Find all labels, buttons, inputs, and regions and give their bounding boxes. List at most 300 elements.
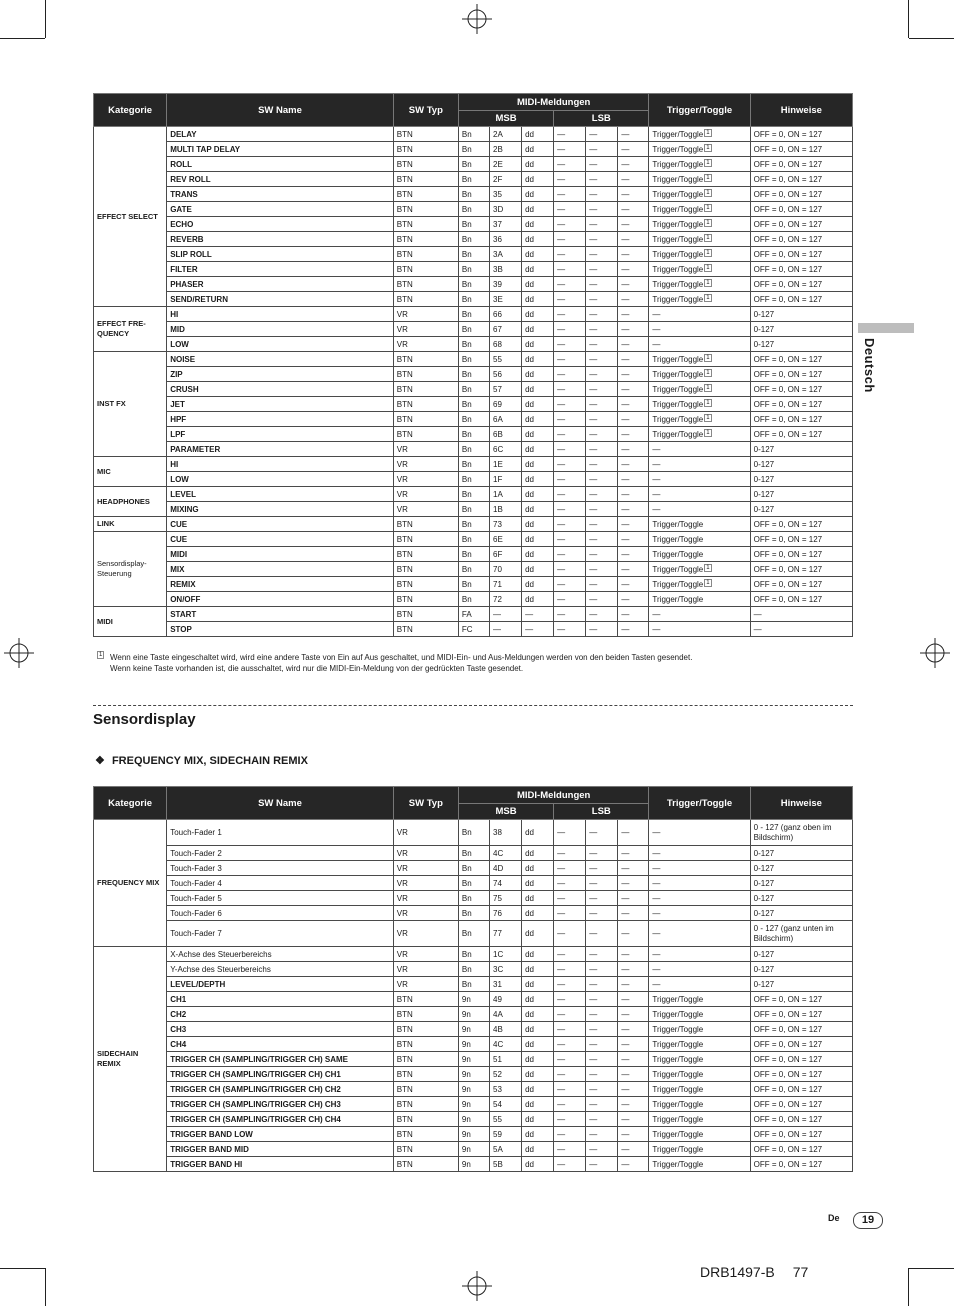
lsb-data2-cell: — [618,142,649,157]
footnote-ref: 1 [706,249,710,256]
trigger-toggle-cell [649,412,750,427]
lsb-data1-cell: — [586,502,618,517]
hinweise-cell: 0-127 [750,322,852,337]
sw-typ-cell: BTN [393,427,458,442]
header-lsb: LSB [554,804,649,820]
trigger-toggle-cell [649,1052,750,1067]
msb-data2-cell: dd [522,352,554,367]
hinweise-cell: 0 - 127 (ganz oben im Bildschirm) [750,820,852,846]
sw-name-cell: TRIGGER CH (SAMPLING/TRIGGER CH) SAME [167,1052,394,1067]
hinweise-cell: 0 - 127 (ganz unten im Bildschirm) [750,921,852,947]
sw-name-cell: REVERB [167,232,394,247]
footnote-ref: 1 [706,399,710,406]
table-row [94,891,853,906]
msb-data2-cell: dd [522,337,554,352]
lsb-status-cell: — [554,487,586,502]
trigger-text: Trigger/Toggle [652,249,704,259]
lsb-data1-cell: — [586,1052,618,1067]
lsb-data1-cell: — [586,292,618,307]
trigger-toggle-cell [649,262,750,277]
lsb-data2-cell: — [618,820,649,846]
trigger-toggle-cell [649,517,750,532]
msb-status-cell: Bn [458,947,489,962]
lsb-status-cell: — [554,472,586,487]
sw-name-cell: Touch-Fader 3 [167,861,394,876]
sw-typ-cell: VR [393,947,458,962]
sw-typ-cell: BTN [393,217,458,232]
msb-status-cell: Bn [458,292,489,307]
msb-status-cell: Bn [458,487,489,502]
table-row [94,412,853,427]
lsb-data1-cell: — [586,442,618,457]
hinweise-cell: OFF = 0, ON = 127 [750,1052,852,1067]
hinweise-cell: 0-127 [750,977,852,992]
lsb-data2-cell: — [618,502,649,517]
sw-name-cell: ON/OFF [167,592,394,607]
header-msb: MSB [458,111,553,127]
msb-data2-cell: dd [522,1022,554,1037]
registration-mark-left [4,638,34,668]
sw-typ-cell: BTN [393,517,458,532]
lsb-data1-cell: — [586,457,618,472]
lsb-status-cell: — [554,442,586,457]
trigger-text: Trigger/Toggle [652,174,704,184]
sw-typ-cell: BTN [393,157,458,172]
table-row [94,861,853,876]
msb-data2-cell: dd [522,397,554,412]
lsb-data1-cell: — [586,1007,618,1022]
sw-name-cell: CUE [167,532,394,547]
trigger-text: Trigger/Toggle [652,234,704,244]
msb-data1-cell: 3D [490,202,522,217]
lsb-data1-cell: — [586,921,618,947]
table-row [94,547,853,562]
lsb-data1-cell: — [586,846,618,861]
msb-status-cell: Bn [458,397,489,412]
msb-data2-cell: dd [522,412,554,427]
msb-data2-cell: dd [522,1157,554,1172]
table-row [94,921,853,947]
lsb-status-cell: — [554,352,586,367]
lsb-data1-cell: — [586,547,618,562]
table-row [94,532,853,547]
msb-data1-cell: 59 [490,1127,522,1142]
sw-name-cell: LPF [167,427,394,442]
trigger-toggle-cell [649,502,750,517]
lsb-status-cell: — [554,397,586,412]
table-row [94,517,853,532]
category-cell: MIDI [94,607,167,637]
lsb-data2-cell: — [618,876,649,891]
lsb-status-cell: — [554,262,586,277]
msb-data1-cell: 74 [490,876,522,891]
sw-name-cell: CH2 [167,1007,394,1022]
lsb-data2-cell: — [618,427,649,442]
lsb-data1-cell: — [586,337,618,352]
lsb-status-cell: — [554,127,586,142]
table-row [94,1097,853,1112]
header-msb: MSB [458,804,553,820]
trigger-toggle-cell [649,1112,750,1127]
header-kategorie: Kategorie [94,94,167,127]
msb-data1-cell: 2B [490,142,522,157]
lsb-status-cell: — [554,142,586,157]
sw-typ-cell: VR [393,977,458,992]
msb-data2-cell: dd [522,1037,554,1052]
sw-name-cell: HPF [167,412,394,427]
sw-name-cell: LOW [167,472,394,487]
trigger-toggle-cell [649,1127,750,1142]
trigger-toggle-cell [649,622,750,637]
msb-data2-cell: dd [522,322,554,337]
msb-status-cell: Bn [458,172,489,187]
section-subtitle [95,754,308,767]
trigger-text: — [652,949,661,959]
lsb-status-cell: — [554,1037,586,1052]
trigger-text: Trigger/Toggle [652,369,704,379]
lsb-data1-cell: — [586,906,618,921]
hinweise-cell: OFF = 0, ON = 127 [750,127,852,142]
header-trigger-toggle: Trigger/Toggle [649,787,750,820]
sw-name-cell: SLIP ROLL [167,247,394,262]
trigger-toggle-cell [649,442,750,457]
trigger-text: — [652,489,661,499]
sw-typ-cell: VR [393,861,458,876]
msb-status-cell: 9n [458,1007,489,1022]
trigger-toggle-cell [649,977,750,992]
lsb-data1-cell: — [586,622,618,637]
sw-name-cell: FILTER [167,262,394,277]
msb-data2-cell: dd [522,172,554,187]
msb-data2-cell: dd [522,487,554,502]
lsb-data1-cell: — [586,127,618,142]
lsb-data2-cell: — [618,487,649,502]
section-title: Sensordisplay [93,711,196,728]
lsb-data1-cell: — [586,1082,618,1097]
msb-status-cell: Bn [458,442,489,457]
msb-data1-cell: 57 [490,382,522,397]
sw-typ-cell: VR [393,891,458,906]
msb-data2-cell: dd [522,382,554,397]
lsb-data2-cell: — [618,472,649,487]
hinweise-cell: 0-127 [750,846,852,861]
hinweise-cell: — [750,607,852,622]
lsb-status-cell: — [554,1007,586,1022]
lsb-data1-cell: — [586,1112,618,1127]
footnote-ref: 1 [706,369,710,376]
sw-typ-cell: BTN [393,262,458,277]
lsb-status-cell: — [554,217,586,232]
msb-data1-cell: 5A [490,1142,522,1157]
msb-data2-cell: dd [522,906,554,921]
sw-typ-cell: BTN [393,232,458,247]
msb-data2-cell: dd [522,292,554,307]
msb-data1-cell: 72 [490,592,522,607]
hinweise-cell: OFF = 0, ON = 127 [750,1067,852,1082]
trigger-toggle-cell [649,1157,750,1172]
msb-status-cell: Bn [458,307,489,322]
hinweise-cell: 0-127 [750,876,852,891]
msb-status-cell: Bn [458,962,489,977]
msb-status-cell: 9n [458,1067,489,1082]
hinweise-cell: OFF = 0, ON = 127 [750,532,852,547]
msb-status-cell: Bn [458,232,489,247]
category-cell: EFFECT FRE-QUENCY [94,307,167,352]
trigger-text: Trigger/Toggle [652,144,704,154]
trigger-text: Trigger/Toggle [652,549,704,559]
trigger-text: Trigger/Toggle [652,279,704,289]
msb-data1-cell: 39 [490,277,522,292]
msb-status-cell: Bn [458,187,489,202]
hinweise-cell: OFF = 0, ON = 127 [750,142,852,157]
lsb-data2-cell: — [618,607,649,622]
lsb-data2-cell: — [618,532,649,547]
trigger-toggle-cell [649,457,750,472]
lsb-data1-cell: — [586,232,618,247]
msb-data1-cell: 4B [490,1022,522,1037]
sw-name-cell: MIX [167,562,394,577]
lsb-data2-cell: — [618,1022,649,1037]
msb-data1-cell: 6F [490,547,522,562]
msb-data2-cell: dd [522,846,554,861]
footer-lang: De [828,1213,840,1223]
lsb-status-cell: — [554,992,586,1007]
trigger-text: Trigger/Toggle [652,1144,704,1154]
sw-name-cell: TRIGGER BAND HI [167,1157,394,1172]
trigger-toggle-cell [649,1082,750,1097]
lsb-data2-cell: — [618,992,649,1007]
sw-name-cell: STOP [167,622,394,637]
hinweise-cell: 0-127 [750,906,852,921]
lsb-status-cell: — [554,307,586,322]
hinweise-cell: OFF = 0, ON = 127 [750,1142,852,1157]
lsb-status-cell: — [554,1112,586,1127]
msb-status-cell: 9n [458,1157,489,1172]
lsb-data2-cell: — [618,172,649,187]
crop-mark [908,1268,909,1306]
crop-mark [909,38,954,39]
trigger-text: — [652,964,661,974]
sw-typ-cell: VR [393,906,458,921]
hinweise-cell: OFF = 0, ON = 127 [750,1022,852,1037]
msb-data2-cell: dd [522,442,554,457]
footnote-ref: 1 [706,219,710,226]
msb-data2-cell: dd [522,127,554,142]
lsb-data2-cell: — [618,622,649,637]
lsb-status-cell: — [554,846,586,861]
table-row [94,906,853,921]
table-row [94,352,853,367]
table-row [94,292,853,307]
msb-status-cell: Bn [458,202,489,217]
table-row [94,427,853,442]
msb-status-cell: Bn [458,977,489,992]
sw-typ-cell: VR [393,457,458,472]
registration-mark-bottom [462,1271,492,1301]
table-row [94,1157,853,1172]
msb-data2-cell: dd [522,1142,554,1157]
trigger-text: Trigger/Toggle [652,294,704,304]
language-tab-bar [858,323,914,333]
trigger-toggle-cell [649,562,750,577]
msb-status-cell: Bn [458,262,489,277]
trigger-toggle-cell [649,217,750,232]
table-row [94,992,853,1007]
lsb-data2-cell: — [618,562,649,577]
msb-data2-cell: dd [522,232,554,247]
msb-data2-cell: dd [522,187,554,202]
lsb-data1-cell: — [586,992,618,1007]
lsb-data1-cell: — [586,562,618,577]
sw-name-cell: MULTI TAP DELAY [167,142,394,157]
lsb-data1-cell: — [586,247,618,262]
msb-data2-cell: dd [522,577,554,592]
category-cell: HEADPHONES [94,487,167,517]
msb-data2-cell: dd [522,142,554,157]
lsb-data2-cell: — [618,592,649,607]
lsb-status-cell: — [554,1127,586,1142]
table-row [94,846,853,861]
sw-name-cell: LEVEL/DEPTH [167,977,394,992]
lsb-data1-cell: — [586,532,618,547]
lsb-status-cell: — [554,947,586,962]
lsb-data2-cell: — [618,891,649,906]
hinweise-cell: 0-127 [750,962,852,977]
trigger-toggle-cell [649,861,750,876]
msb-data1-cell: 55 [490,1112,522,1127]
lsb-data2-cell: — [618,157,649,172]
hinweise-cell: OFF = 0, ON = 127 [750,277,852,292]
lsb-status-cell: — [554,577,586,592]
sw-typ-cell: BTN [393,367,458,382]
footnote-ref: 1 [706,414,710,421]
table-row [94,247,853,262]
trigger-toggle-cell [649,292,750,307]
table-row [94,577,853,592]
sw-typ-cell: BTN [393,142,458,157]
lsb-status-cell: — [554,876,586,891]
table-row [94,1127,853,1142]
trigger-toggle-cell [649,187,750,202]
sw-name-cell: Y-Achse des Steuerbereichs [167,962,394,977]
msb-data1-cell: 3C [490,962,522,977]
msb-data2-cell: dd [522,1082,554,1097]
lsb-data2-cell: — [618,906,649,921]
trigger-toggle-cell [649,1097,750,1112]
hinweise-cell: OFF = 0, ON = 127 [750,427,852,442]
footer-page-number: 19 [853,1212,883,1229]
msb-data1-cell: 35 [490,187,522,202]
trigger-toggle-cell [649,992,750,1007]
lsb-status-cell: — [554,562,586,577]
trigger-toggle-cell [649,307,750,322]
trigger-toggle-cell [649,962,750,977]
table-row [94,562,853,577]
header-sw-typ: SW Typ [393,94,458,127]
table-row [94,502,853,517]
lsb-status-cell: — [554,1022,586,1037]
table-row [94,202,853,217]
language-tab-label: Deutsch [862,338,877,393]
trigger-text: Trigger/Toggle [652,129,704,139]
msb-status-cell: Bn [458,562,489,577]
lsb-data2-cell: — [618,127,649,142]
hinweise-cell: OFF = 0, ON = 127 [750,1037,852,1052]
lsb-data1-cell: — [586,1157,618,1172]
hinweise-cell: 0-127 [750,487,852,502]
lsb-data2-cell: — [618,921,649,947]
hinweise-cell: OFF = 0, ON = 127 [750,187,852,202]
hinweise-cell: OFF = 0, ON = 127 [750,217,852,232]
trigger-toggle-cell [649,472,750,487]
msb-status-cell: Bn [458,502,489,517]
sw-name-cell: START [167,607,394,622]
msb-data1-cell: — [490,622,522,637]
table-row [94,142,853,157]
section-divider [93,705,853,706]
hinweise-cell: OFF = 0, ON = 127 [750,1097,852,1112]
lsb-data2-cell: — [618,1097,649,1112]
trigger-toggle-cell [649,352,750,367]
crop-mark [0,38,45,39]
footnote-ref: 1 [706,234,710,241]
msb-data2-cell: dd [522,891,554,906]
midi-table-sensordisplay [93,786,853,1172]
msb-data2-cell: dd [522,947,554,962]
sw-name-cell: MIDI [167,547,394,562]
trigger-toggle-cell [649,487,750,502]
lsb-data1-cell: — [586,947,618,962]
lsb-status-cell: — [554,1097,586,1112]
header-sw-name: SW Name [167,787,394,820]
table-row [94,172,853,187]
lsb-data2-cell: — [618,1112,649,1127]
lsb-status-cell: — [554,820,586,846]
msb-status-cell: Bn [458,157,489,172]
lsb-status-cell: — [554,292,586,307]
msb-data1-cell: 71 [490,577,522,592]
trigger-toggle-cell [649,427,750,442]
footnote-ref: 1 [706,294,710,301]
trigger-toggle-cell [649,1142,750,1157]
sw-typ-cell: BTN [393,532,458,547]
lsb-data1-cell: — [586,427,618,442]
table-row [94,157,853,172]
sw-typ-cell: BTN [393,247,458,262]
lsb-data1-cell: — [586,1037,618,1052]
sw-typ-cell: BTN [393,577,458,592]
lsb-status-cell: — [554,891,586,906]
doc-page: 77 [792,1264,809,1280]
hinweise-cell: OFF = 0, ON = 127 [750,247,852,262]
msb-data2-cell: dd [522,820,554,846]
lsb-data1-cell: — [586,217,618,232]
trigger-text: — [652,474,661,484]
lsb-data2-cell: — [618,977,649,992]
msb-data1-cell: 68 [490,337,522,352]
trigger-text: — [652,624,661,634]
table-row [94,1082,853,1097]
lsb-status-cell: — [554,1157,586,1172]
sw-typ-cell: BTN [393,622,458,637]
table-row [94,1007,853,1022]
sw-typ-cell: VR [393,876,458,891]
lsb-data2-cell: — [618,307,649,322]
footnote-line-1: Wenn eine Taste eingeschaltet wird, wird eine andere Taste von Ein auf Aus geschaltet, und MIDI-Ein- und Aus-Meldungen werden von den beiden Tasten gesendet. [110,653,693,662]
msb-data1-cell: 2F [490,172,522,187]
hinweise-cell: OFF = 0, ON = 127 [750,577,852,592]
crop-mark [908,0,909,38]
